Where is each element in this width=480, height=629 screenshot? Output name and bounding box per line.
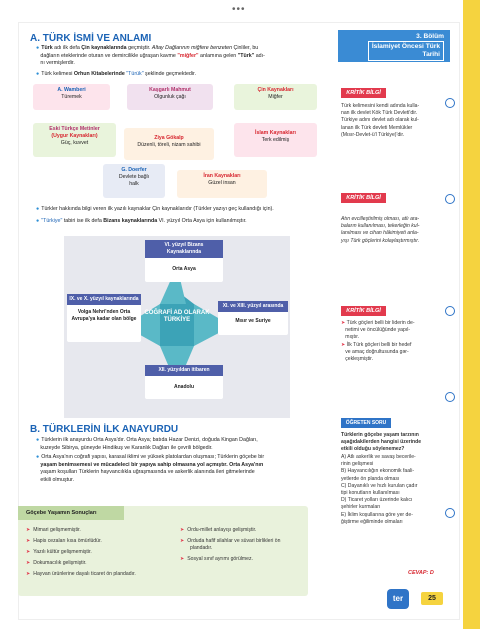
diagram-center-label: COĞRAFİ AD OLARAK TÜRKİYE	[144, 310, 210, 323]
box-iran: İran Kaynakları Güzel insan	[177, 170, 267, 198]
kritik-2-text: Atın evcilleştirilmiş olması, atlı ara- baların kullanılması, tekerleğin kul- lanılması ve cihan hâkimiyeti anla- yışı Türk göçlerini kolaylaştırmıştır.	[341, 216, 420, 244]
list-item: ➤ Sosyal sınıf ayrımı görülmez.	[180, 556, 253, 562]
list-item: ➤ Mimari gelişmemiştir.	[26, 527, 81, 533]
list-item: ➤ Hayvan ürünlerine dayalı ticaret ön plandadır.	[26, 571, 136, 577]
list-item: ➤ Orduda hafif silahlar ve süvari birlikleri ön	[180, 538, 281, 544]
box-eski-turkce: Eski Türkçe Metinler (Uygur Kaynakları) Güç, kuvvet	[33, 123, 116, 157]
circle-icon	[445, 194, 455, 204]
publisher-logo: ter	[387, 589, 409, 609]
right-yellow-stripe	[463, 0, 480, 629]
diagram-left-box: IX. ve X. yüzyıl kaynaklarında Volga Nehri'nden Orta Avrupa'ya kadar olan bölge	[67, 294, 141, 342]
box-cin: Çin Kaynakları Miğfer	[234, 84, 317, 110]
diagram-right-box: XI. ve XIII. yüzyıl arasında Mısır ve Suriye	[218, 301, 288, 335]
list-item: ➤ Dokumacılık gelişmiştir.	[26, 560, 87, 566]
answer-label: CEVAP: D	[408, 570, 434, 576]
page-number: 25	[421, 592, 443, 605]
circle-icon	[445, 508, 455, 518]
kritik-bilgi-badge-1: KRİTİK BİLGİ	[341, 88, 386, 98]
box-ziya: Ziya Gökalp Düzenli, töreli, nizam sahibi	[124, 128, 214, 160]
circle-icon	[445, 98, 455, 108]
kritik-bilgi-badge-2: KRİTİK BİLGİ	[341, 193, 386, 203]
section-a-title: A. TÜRK İSMİ VE ANLAMI	[30, 33, 152, 44]
table-header: Göçebe Yaşamın Sonuçları	[18, 506, 124, 520]
diagram-bottom-box: XII. yüzyıldan itibaren Anadolu	[145, 365, 223, 399]
paragraph-4: ● "Türkiye" tabiri ise ilk defa Bizans kaynaklarında VI. yüzyıl Orta Asya için kullanılmıştır.	[36, 218, 247, 224]
question-text: Türklerin göçebe yaşam tarzının aşağıdakilerden hangisi üzerinde etkili olduğu söylenemez?	[341, 432, 422, 453]
paragraph-b2: ● Orta Asya'nın coğrafi yapısı, karasal iklimi ve yüksek platolardan oluşması; Türklerin göçebe bir yaşam benimsemesi ve mücadeleci bir yapıya sahip olmasına yol açmıştır. Orta Asya'nın yaşam koşulları Türklerin hayvancılıkla uğraşmasında ve askerlik alanında ileri gitmelerinde etkili olmuştur.	[36, 454, 265, 483]
circle-icon	[445, 392, 455, 402]
kritik-1-text: Türk kelimesini kendi adında kulla- nan ilk devlet Kök Türk Devleti'dir. Türkiye adını devlet adı olarak kul- lanan ilk Türk devleti Memlükler (Mısır-Devlet-ü'l Türkiye)'dir.	[341, 103, 420, 138]
question-options: A) Atlı askerlik ve savaş becerile- rinin gelişmesi B) Hayvancılığın ekonomik faali- yetlerde ön planda olması C) Dayanıklı ve hızlı kurulan çadır tipi konutların kullanılması D) Ticaret yolları üzerinde kalıcı şehirler kurmaları E) İklim koşullarına göre yer de- ğiştirme eğiliminde olmaları	[341, 454, 418, 525]
list-item: plandadır.	[190, 545, 213, 551]
section-b-title: B. TÜRKLERİN İLK ANAYURDU	[30, 424, 179, 435]
circle-icon	[445, 306, 455, 316]
paragraph-b1: ● Türklerin ilk anayurdu Orta Asya'dır. Orta Asya; batıda Hazar Denizi, doğuda Kingan Dağları, kuzeyde Sibirya, güneyde Hindikuş ve Karanlık Dağları ile çevrili bölgedir.	[36, 437, 258, 451]
list-item: ➤ Yazılı kültür gelişmemiştir.	[26, 549, 92, 555]
box-wamberi: A. Wamberi Türemek	[33, 84, 110, 110]
kritik-3-text: ➤ Türk göçleri belli bir liderin de- netimi ve öncülüğünde yapıl- mıştır. ➤ İlk Türk göçleri belli bir hedef ve amaç doğrultusunda gər- çekleşmiştir.	[341, 320, 415, 363]
paragraph-3: ● Türkler hakkında bilgi veren ilk yazılı kaynaklar Çin kaynaklarıdır (Türkler yazıyı geç kullandığı için).	[36, 206, 274, 212]
diagram-top-box: VI. yüzyıl Bizans Kaynaklarında Orta Asya	[145, 240, 223, 282]
box-islam: İslam Kaynakları Terk edilmiş	[234, 123, 317, 157]
paragraph-1: ● Türk adı ilk defa Çin kaynaklarında geçmiştir. Altay Dağlarının miğfere benzeten Çinliler, bu dağların eteklerinde oturan ve demircilikle uğraşan kavme "miğfer" anlamına gelen "Türk" adı- nı vermişlerdir.	[36, 45, 265, 67]
ogreten-soru-badge: ÖĞRETEN SORU	[341, 418, 391, 428]
window-dots: •••	[232, 4, 246, 15]
box-kasgarli: Kaşgarlı Mahmut Olgunluk çağı	[127, 84, 213, 110]
paragraph-2: ● Türk kelimesi Orhun Kitabelerinde "Türük" şeklinde geçmektedir.	[36, 71, 196, 77]
list-item: ➤ Ordu-millet anlayışı gelişmiştir.	[180, 527, 257, 533]
kritik-bilgi-badge-3: KRİTİK BİLGİ	[341, 306, 386, 316]
chapter-banner: 3. Bölüm İslamiyet Öncesi Türk Tarihi	[338, 30, 450, 62]
list-item: ➤ Hapis cezaları kısa ömürlüdür.	[26, 538, 102, 544]
box-doerfer: G. Doerfer Devlete bağlı halk	[103, 164, 165, 198]
